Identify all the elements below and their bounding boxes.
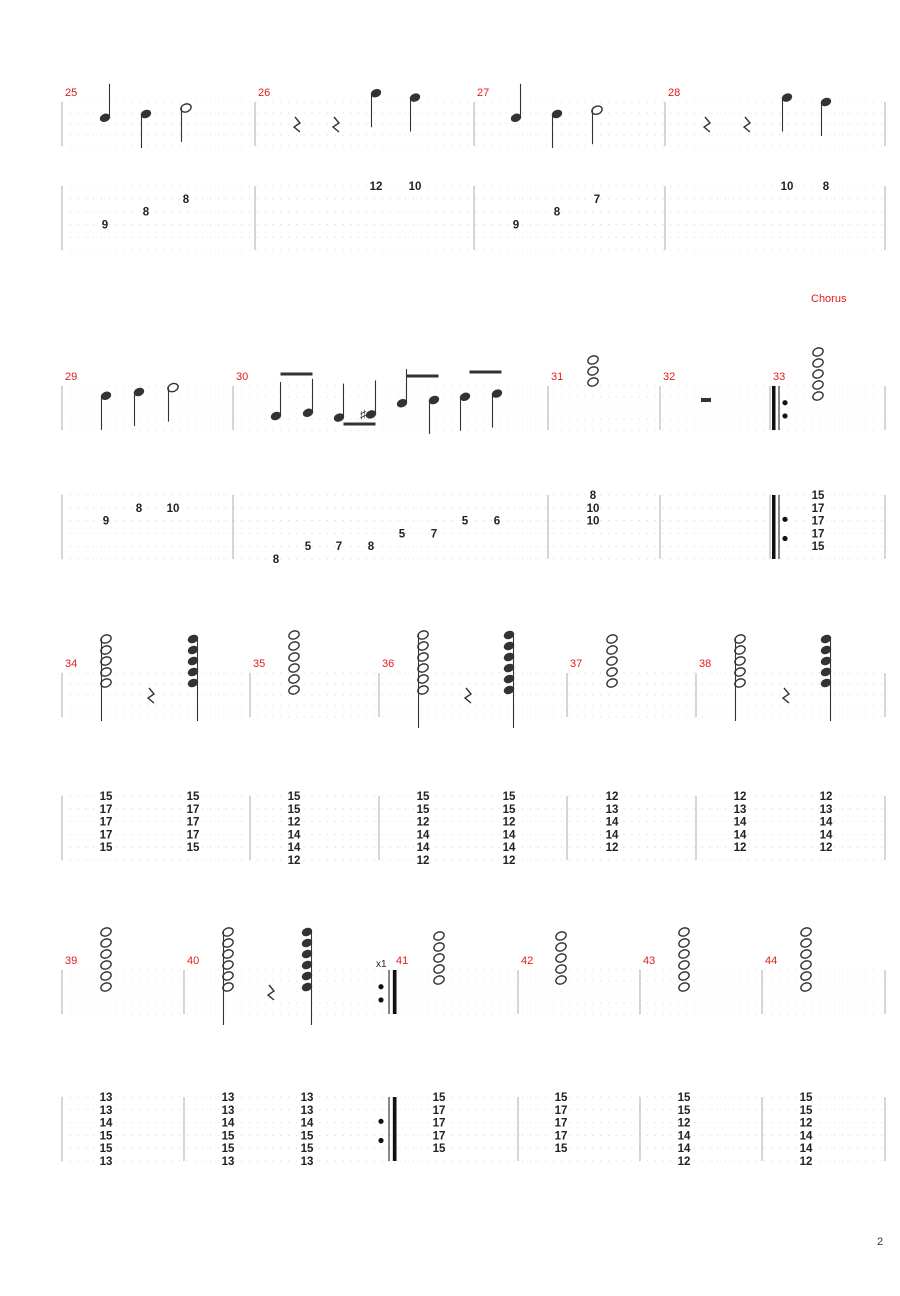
fret-number: 15 (677, 1092, 691, 1104)
fret-number: 15 (811, 541, 825, 554)
note-head (800, 981, 813, 992)
measure-number: 25 (65, 87, 78, 99)
fret-number: 12 (733, 842, 747, 855)
note-head (555, 930, 568, 941)
fret-number: 15 (554, 1143, 568, 1156)
measure-42 (521, 930, 568, 1155)
half-rest (701, 398, 711, 402)
quarter-rest (294, 117, 300, 132)
measure-number: 26 (258, 87, 271, 99)
fret-number: 14 (677, 1130, 691, 1143)
page-number: 2 (877, 1236, 884, 1248)
fret-number: 14 (416, 842, 430, 855)
note-head (100, 981, 113, 992)
fret-number: 8 (589, 490, 597, 502)
fret-number: 15 (221, 1130, 235, 1143)
fret-number: 10 (408, 181, 422, 193)
measure-34 (65, 633, 200, 854)
repeat-dot (378, 997, 383, 1002)
note-head (288, 651, 301, 662)
fret-number: 9 (512, 219, 520, 232)
fret-number: 14 (819, 816, 833, 829)
repeat-count-label: x1 (376, 959, 387, 970)
note-head (800, 948, 813, 959)
fret-number: 12 (605, 791, 619, 803)
fret-number: 15 (186, 791, 200, 803)
fret-number: 17 (99, 829, 113, 842)
fret-number: 8 (142, 206, 150, 219)
quarter-rest (744, 117, 750, 132)
measure-43 (643, 926, 691, 1168)
fret-number: 17 (554, 1104, 568, 1117)
fret-number: 12 (819, 791, 833, 803)
measure-number: 35 (253, 658, 266, 670)
fret-number: 13 (99, 1092, 113, 1104)
fret-number: 12 (416, 855, 430, 867)
fret-number: 15 (502, 791, 516, 803)
fret-number: 15 (432, 1143, 446, 1156)
fret-number: 12 (287, 855, 301, 867)
fret-number: 10 (586, 515, 600, 528)
fret-number: 17 (186, 829, 200, 842)
fret-number: 6 (493, 515, 501, 528)
note-head (678, 937, 691, 948)
measure-number: 38 (699, 658, 712, 670)
fret-number: 5 (461, 515, 469, 528)
fret-number: 15 (811, 490, 825, 502)
measure-39 (65, 926, 113, 1168)
measure-number: 30 (236, 371, 249, 383)
measure-number: 43 (643, 955, 656, 967)
note-head (606, 655, 619, 666)
fret-number: 17 (554, 1117, 568, 1130)
fret-number: 13 (221, 1156, 235, 1168)
note-head (678, 970, 691, 981)
note-head (800, 937, 813, 948)
fret-number: 12 (502, 855, 516, 867)
fret-number: 14 (287, 829, 301, 842)
fret-number: 14 (799, 1143, 813, 1156)
quarter-rest (268, 985, 274, 1000)
note-head (433, 974, 446, 985)
measure-number: 33 (773, 371, 786, 383)
note-head (433, 941, 446, 952)
fret-number: 10 (780, 181, 794, 193)
fret-number: 14 (416, 829, 430, 842)
measure-38 (699, 633, 833, 854)
repeat-dot (782, 517, 787, 522)
fret-number: 17 (811, 502, 825, 515)
measure-32 (663, 371, 711, 402)
fret-number: 17 (811, 515, 825, 528)
note-head (288, 662, 301, 673)
measure-number: 34 (65, 658, 78, 670)
note-head (433, 952, 446, 963)
fret-number: 13 (300, 1092, 314, 1104)
fret-number: 17 (186, 816, 200, 829)
fret-number: 13 (605, 803, 619, 816)
fret-number: 14 (799, 1130, 813, 1143)
repeat-sign (378, 970, 396, 1161)
fret-number: 17 (432, 1117, 446, 1130)
fret-number: 12 (677, 1117, 691, 1130)
note-head (587, 376, 600, 387)
fret-number: 15 (99, 1130, 113, 1143)
thick-barline (772, 386, 776, 430)
measure-number: 31 (551, 371, 564, 383)
fret-number: 13 (99, 1156, 113, 1168)
measure-41 (396, 930, 446, 1155)
fret-number: 14 (605, 829, 619, 842)
note-head (288, 640, 301, 651)
measure-number: 36 (382, 658, 395, 670)
note-head (678, 948, 691, 959)
fret-number: 10 (586, 502, 600, 515)
note-head (555, 952, 568, 963)
note-head (678, 981, 691, 992)
note-head (100, 948, 113, 959)
measure-44 (765, 926, 813, 1168)
fret-number: 17 (554, 1130, 568, 1143)
note-head (606, 677, 619, 688)
measure-27 (477, 84, 603, 232)
fret-number: 15 (554, 1092, 568, 1104)
fret-number: 12 (677, 1156, 691, 1168)
note-head (812, 390, 825, 401)
fret-number: 13 (99, 1104, 113, 1117)
fret-number: 15 (287, 803, 301, 816)
fret-number: 14 (502, 842, 516, 855)
repeat-dot (782, 536, 787, 541)
fret-number: 9 (102, 515, 110, 528)
fret-number: 12 (819, 842, 833, 855)
note-head (100, 937, 113, 948)
note-head (433, 930, 446, 941)
fret-number: 15 (99, 842, 113, 855)
fret-number: 14 (287, 842, 301, 855)
fret-number: 15 (221, 1143, 235, 1156)
fret-number: 12 (502, 816, 516, 829)
fret-number: 8 (367, 541, 375, 554)
fret-number: 15 (99, 791, 113, 803)
fret-number: 5 (304, 541, 312, 554)
fret-number: 12 (287, 816, 301, 829)
fret-number: 17 (432, 1104, 446, 1117)
note-head (812, 379, 825, 390)
measure-30 (236, 369, 503, 566)
note-head (812, 357, 825, 368)
note-head (288, 673, 301, 684)
note-head (587, 354, 600, 365)
note-head (800, 970, 813, 981)
system-row (62, 84, 885, 250)
note-head (100, 970, 113, 981)
note-head (800, 959, 813, 970)
fret-number: 7 (335, 541, 343, 554)
fret-number: 5 (398, 528, 406, 541)
measure-number: 39 (65, 955, 78, 967)
fret-number: 17 (186, 803, 200, 816)
fret-number: 15 (416, 803, 430, 816)
fret-number: 13 (221, 1104, 235, 1117)
fret-number: 17 (432, 1130, 446, 1143)
fret-number: 15 (416, 791, 430, 803)
repeat-dot (378, 984, 383, 989)
repeat-dot (378, 1138, 383, 1143)
measure-number: 40 (187, 955, 200, 967)
quarter-rest (704, 117, 710, 132)
fret-number: 15 (300, 1143, 314, 1156)
thick-barline (393, 970, 397, 1014)
fret-number: 12 (605, 842, 619, 855)
system-row (62, 629, 885, 867)
fret-number: 13 (300, 1156, 314, 1168)
repeat-dot (782, 400, 787, 405)
note-head (555, 963, 568, 974)
quarter-rest (783, 688, 789, 703)
note-head (288, 629, 301, 640)
fret-number: 13 (300, 1104, 314, 1117)
fret-number: 13 (733, 803, 747, 816)
fret-number: 15 (677, 1104, 691, 1117)
note-head (100, 926, 113, 937)
fret-number: 9 (101, 219, 109, 232)
fret-number: 14 (300, 1117, 314, 1130)
fret-number: 15 (799, 1104, 813, 1117)
quarter-rest (333, 117, 339, 132)
system-row (62, 926, 885, 1168)
fret-number: 12 (799, 1117, 813, 1130)
fret-number: 14 (733, 829, 747, 842)
note-head (587, 365, 600, 376)
measure-31 (551, 354, 599, 527)
fret-number: 13 (819, 803, 833, 816)
fret-number: 14 (605, 816, 619, 829)
thick-barline (772, 495, 776, 559)
fret-number: 7 (593, 193, 601, 206)
note-head (812, 346, 825, 357)
fret-number: 15 (186, 842, 200, 855)
fret-number: 12 (799, 1156, 813, 1168)
measure-number: 37 (570, 658, 583, 670)
fret-number: 8 (182, 193, 190, 206)
fret-number: 8 (272, 554, 280, 566)
measure-29 (65, 371, 179, 528)
fret-number: 17 (811, 528, 825, 541)
fret-number: 14 (502, 829, 516, 842)
measure-28 (668, 87, 832, 193)
measure-number: 28 (668, 87, 681, 99)
note-head (288, 684, 301, 695)
fret-number: 17 (99, 816, 113, 829)
fret-number: 14 (99, 1117, 113, 1130)
note-head (433, 963, 446, 974)
measure-number: 27 (477, 87, 490, 99)
quarter-rest (148, 688, 154, 703)
fret-number: 8 (822, 181, 830, 193)
note-head (606, 666, 619, 677)
measure-number: 42 (521, 955, 534, 967)
measure-number: 29 (65, 371, 78, 383)
sharp-accidental: ♯ (360, 407, 366, 422)
measure-33 (773, 346, 825, 553)
note-head (812, 368, 825, 379)
note-head (606, 633, 619, 644)
repeat-dot (378, 1119, 383, 1124)
fret-number: 15 (300, 1130, 314, 1143)
fret-number: 12 (369, 181, 383, 193)
repeat-dot (782, 413, 787, 418)
fret-number: 13 (221, 1092, 235, 1104)
section-label-chorus: Chorus (811, 293, 847, 305)
measure-37 (570, 633, 619, 854)
fret-number: 15 (502, 803, 516, 816)
measure-40 (187, 926, 314, 1168)
measure-25 (65, 84, 192, 232)
fret-number: 8 (135, 502, 143, 515)
note-head (555, 941, 568, 952)
measure-number: 44 (765, 955, 778, 967)
fret-number: 15 (799, 1092, 813, 1104)
fret-number: 10 (166, 502, 180, 515)
fret-number: 7 (430, 528, 438, 541)
note-head (606, 644, 619, 655)
fret-number: 15 (432, 1092, 446, 1104)
fret-number: 12 (416, 816, 430, 829)
fret-number: 14 (819, 829, 833, 842)
measure-35 (253, 629, 301, 867)
measure-26 (258, 87, 421, 193)
fret-number: 12 (733, 791, 747, 803)
quarter-rest (465, 688, 471, 703)
measure-number: 41 (396, 955, 409, 967)
thick-barline (393, 1097, 397, 1161)
measure-36 (382, 629, 516, 867)
fret-number: 14 (221, 1117, 235, 1130)
fret-number: 15 (99, 1143, 113, 1156)
fret-number: 14 (733, 816, 747, 829)
fret-number: 17 (99, 803, 113, 816)
note-head (800, 926, 813, 937)
fret-number: 15 (287, 791, 301, 803)
note-head (678, 959, 691, 970)
system-row (62, 346, 885, 566)
measure-number: 32 (663, 371, 676, 383)
fret-number: 14 (677, 1143, 691, 1156)
fret-number: 8 (553, 206, 561, 219)
note-head (100, 959, 113, 970)
note-head (678, 926, 691, 937)
note-head (555, 974, 568, 985)
